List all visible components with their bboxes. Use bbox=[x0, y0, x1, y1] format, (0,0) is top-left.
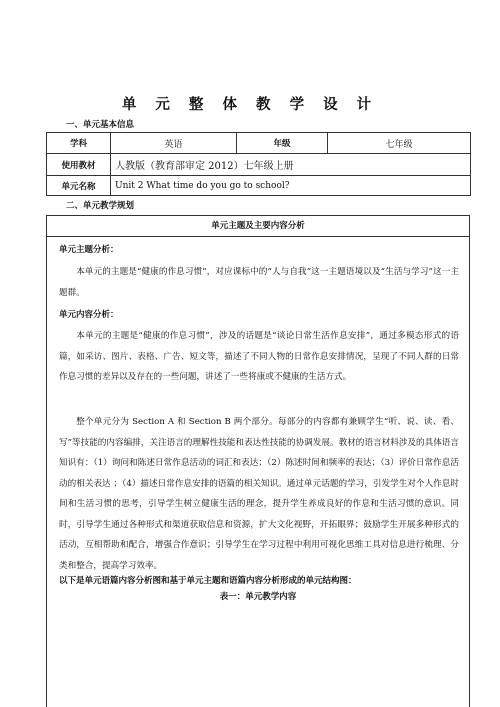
subject-label: 学科 bbox=[47, 133, 111, 154]
textbook-label: 使用教材 bbox=[47, 154, 111, 176]
table-row bbox=[47, 133, 471, 154]
unit-name-value: Unit 2 What time do you go to school? bbox=[111, 176, 471, 196]
grade-value: 七年级 bbox=[328, 133, 471, 154]
planning-box bbox=[46, 215, 470, 707]
table-caption: 表一：单元教学内容 bbox=[219, 592, 297, 602]
structure-intro-line: 以下是单元语篇内容分析图和基于单元主题和语篇内容分析形成的单元结构图： bbox=[59, 576, 357, 586]
grade-label: 年级 bbox=[237, 133, 328, 154]
theme-analysis-paragraph: 本单元的主题是“健康的作息习惯”，对应课标中的“人与自我”这一主题语境以及“生活与学习”这一主题群。 bbox=[59, 267, 459, 298]
content-analysis-heading: 单元内容分析： bbox=[59, 310, 119, 320]
section-heading-basic-info: 一、单元基本信息 bbox=[66, 120, 135, 130]
theme-analysis-heading: 单元主题分析： bbox=[59, 245, 119, 255]
planning-box-header: 单元主题及主要内容分析 bbox=[47, 216, 469, 237]
document-title: 单 元 整 体 教 学 设 计 bbox=[121, 97, 379, 113]
content-analysis-paragraph-1: 本单元的主题是“健康的作息习惯”，涉及的话题是“谈论日常生活作息安排”，通过多模态形式的语篇，如采访、图片、表格、广告、短文等，描述了不同人物的日常作息安排情况，呈现了不同人群的日常作息习惯的差异以及存在的一些问题，讲述了一些将康或不健康的生活方式。 bbox=[59, 331, 459, 382]
table-row bbox=[47, 154, 471, 176]
subject-value: 英语 bbox=[111, 133, 237, 154]
basic-info-table bbox=[46, 132, 471, 196]
unit-name-label: 单元名称 bbox=[47, 176, 111, 196]
content-analysis-paragraph-2: 整个单元分为 Section A 和 Section B 两个部分。每部分的内容都有兼顾学生“听、说、读、看、写”等技能的内容编排，关注语言的理解性技能和表达性技能的协调发展。教材的语言材料涉及的具体语言知识有：（1）询问和陈述日常作息活动的词汇和表达；（2）陈述时间和频率的表达；（3）评价日常作息活动的相关表达 ；（4）描述日常作息安排的语篇的相关知识。通过单元话题的学习，引发学生对个人作息时间和生活习惯的思考，引导学生树立健康生活的理念，提升学生养成良好的作息和生活习惯的意识。同时，引导学生通过各种形式和渠道获取信息和资源，扩大文化视野，开拓眼界；鼓励学生开展多种形式的活动，互相帮助和配合，增强合作意识；引导学生在学习过程中利用可视化思维工具对信息进行梳理、分类和整合，提高学习效率。 bbox=[59, 417, 459, 571]
table-row bbox=[47, 176, 471, 196]
textbook-value: 人教版（教育部审定 2012）七年级上册 bbox=[111, 154, 471, 176]
section-heading-planning: 二、单元教学规划 bbox=[66, 201, 135, 211]
